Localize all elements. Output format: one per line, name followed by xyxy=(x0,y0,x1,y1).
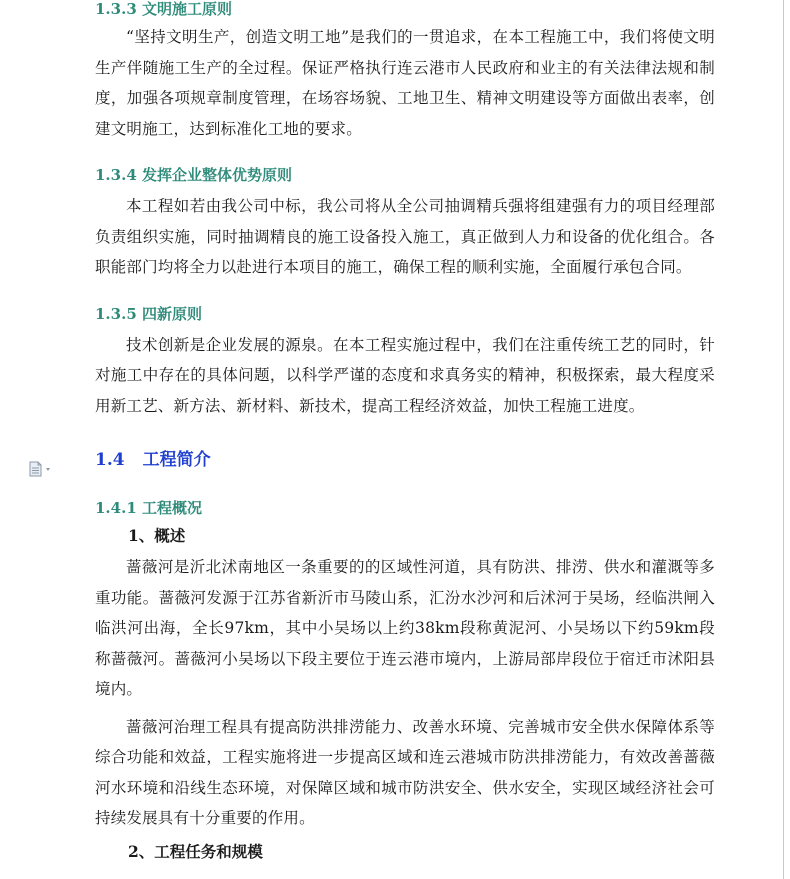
section-number: 1.4 xyxy=(95,450,125,470)
paragraph-river-overview: 蔷薇河是沂北沭南地区一条重要的的区域性河道，具有防洪、排涝、供水和灌溉等多重功能。蔷薇河发源于江苏省新沂市马陵山系，汇汾水沙河和后沭河于吴场，经临洪闸入临洪河出海，全长97km，其中小吴场以上约38km段称黄泥河、小吴场以下约59km段称蔷薇河。蔷薇河小吴场以下段主要位于连云港市境内，上游局部岸段位于宿迁市沭阳县境内。 xyxy=(95,558,715,698)
paragraph-enterprise-advantage: 本工程如若由我公司中标，我公司将从全公司抽调精兵强将组建强有力的项目经理部负责组织实施，同时抽调精良的施工设备投入施工，真正做到人力和设备的优化组合。各职能部门均将全力以赴进行本项目的施工，确保工程的顺利实施，全面履行承包合同。 xyxy=(95,197,715,276)
item-overview: 1、概述 xyxy=(128,526,186,545)
section-title: 工程简介 xyxy=(142,450,211,470)
page-edge xyxy=(783,0,784,879)
heading-1-3-4: 1.3.4 发挥企业整体优势原则 xyxy=(95,166,292,184)
paragraph-civilized-construction: “坚持文明生产，创造文明工地”是我们的一贯追求，在本工程施工中，我们将使文明生产伴随施工生产的全过程。保证严格执行连云港市人民政府和业主的有关法律法规和制度，加强各项规章制度管理，在场容场貌、工地卫生、精神文明建设等方面做出表率，创建文明施工，达到标准化工地的要求。 xyxy=(95,28,715,138)
heading-1-4-1: 1.4.1 工程概况 xyxy=(95,499,202,517)
document-body xyxy=(95,0,715,867)
heading-1-3-3: 1.3.3 文明施工原则 xyxy=(95,0,232,18)
heading-1-3-5: 1.3.5 四新原则 xyxy=(95,304,202,323)
item-tasks-and-scale: 2、工程任务和规模 xyxy=(128,841,263,861)
paragraph-project-benefits: 蔷薇河治理工程具有提高防洪排涝能力、改善水环境、完善城市安全供水保障体系等综合功能和效益，工程实施将进一步提高区域和连云港城市防洪排涝能力，有效改善蔷薇河水环境和沿线生态环境，对保障区域和城市防洪安全、供水安全，实现区域经济社会可持续发展具有十分重要的作用。 xyxy=(95,717,715,827)
paragraph-four-new-principle: 技术创新是企业发展的源泉。在本工程实施过程中，我们在注重传统工艺的同时，针对施工中存在的具体问题，以科学严谨的态度和求真务实的精神，积极探索，最大程度采用新工艺、新方法、新材料、新技术，提高工程经济效益，加快工程施工进度。 xyxy=(95,335,715,415)
heading-1-4 xyxy=(95,447,715,473)
document-icon[interactable] xyxy=(28,461,54,477)
